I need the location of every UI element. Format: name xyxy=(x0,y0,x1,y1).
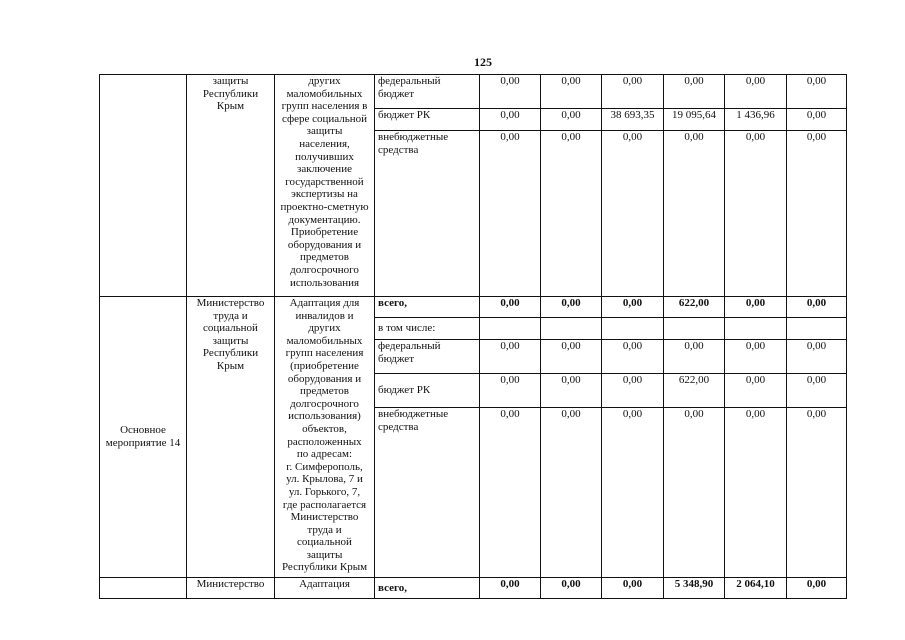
description-cell: других маломобильных групп населения в сфере социальной защиты населения, получивших заключение государственной экспертизы на проектно-сметную документацию. Приобретение оборудования и предметов долгосрочного использования xyxy=(275,75,375,297)
table-row xyxy=(100,297,847,318)
value-cell: 0,00 xyxy=(787,109,847,131)
value-cell: 0,00 xyxy=(725,340,787,374)
value-cell: 0,00 xyxy=(480,374,541,408)
value-cell: 0,00 xyxy=(725,297,787,318)
value-cell: 0,00 xyxy=(541,131,602,297)
value-cell: 0,00 xyxy=(664,340,725,374)
value-cell: 0,00 xyxy=(787,408,847,578)
value-cell: 0,00 xyxy=(787,340,847,374)
executor-cell: Министерство xyxy=(187,578,275,599)
table-row xyxy=(100,75,847,109)
value-cell: 0,00 xyxy=(725,408,787,578)
value-cell: 0,00 xyxy=(480,340,541,374)
table-row xyxy=(100,578,847,599)
value-cell: 0,00 xyxy=(480,131,541,297)
value-cell xyxy=(541,318,602,340)
value-cell xyxy=(602,318,664,340)
event-cell xyxy=(100,75,187,297)
value-cell: 622,00 xyxy=(664,297,725,318)
value-cell: 0,00 xyxy=(480,297,541,318)
value-cell: 0,00 xyxy=(541,297,602,318)
value-cell: 0,00 xyxy=(480,109,541,131)
funding-source-cell: федеральный бюджет xyxy=(375,340,480,374)
value-cell: 0,00 xyxy=(602,340,664,374)
description-cell: Адаптация для инвалидов и других маломобильных групп населения (приобретение оборудования и предметов долгосрочного использования) объектов, расположенных по адресам: г. Симферополь, ул. Крылова, 7 и ул. Горького, 7, где располагается Министерство труда и социальной защиты Республики Крым xyxy=(275,297,375,578)
value-cell: 0,00 xyxy=(602,131,664,297)
value-cell: 622,00 xyxy=(664,374,725,408)
value-cell: 0,00 xyxy=(787,578,847,599)
value-cell: 5 348,90 xyxy=(664,578,725,599)
budget-table xyxy=(99,74,847,599)
value-cell xyxy=(787,318,847,340)
funding-source-total-cell: всего, xyxy=(375,578,480,599)
value-cell: 0,00 xyxy=(541,578,602,599)
funding-source-cell: бюджет РК xyxy=(375,109,480,131)
value-cell: 0,00 xyxy=(602,297,664,318)
executor-cell: защиты Республики Крым xyxy=(187,75,275,297)
including-label-cell: в том числе: xyxy=(375,318,480,340)
value-cell: 0,00 xyxy=(541,109,602,131)
description-cell: Адаптация xyxy=(275,578,375,599)
value-cell: 0,00 xyxy=(541,374,602,408)
value-cell: 0,00 xyxy=(664,408,725,578)
executor-cell: Министерство труда и социальной защиты Республики Крым xyxy=(187,297,275,578)
value-cell: 0,00 xyxy=(725,75,787,109)
value-cell: 0,00 xyxy=(725,131,787,297)
value-cell: 19 095,64 xyxy=(664,109,725,131)
value-cell: 0,00 xyxy=(787,297,847,318)
funding-source-total-cell: всего, xyxy=(375,297,480,318)
event-cell xyxy=(100,578,187,599)
value-cell: 0,00 xyxy=(480,408,541,578)
value-cell: 0,00 xyxy=(602,408,664,578)
event-cell: Основное мероприятие 14 xyxy=(100,297,187,578)
value-cell: 0,00 xyxy=(541,75,602,109)
value-cell: 0,00 xyxy=(725,374,787,408)
value-cell xyxy=(664,318,725,340)
value-cell: 0,00 xyxy=(602,578,664,599)
page-number: 125 xyxy=(474,55,492,69)
value-cell: 0,00 xyxy=(787,374,847,408)
funding-source-cell: внебюджетные средства xyxy=(375,131,480,297)
value-cell xyxy=(480,318,541,340)
funding-source-cell: федеральный бюджет xyxy=(375,75,480,109)
value-cell: 1 436,96 xyxy=(725,109,787,131)
value-cell: 0,00 xyxy=(480,75,541,109)
value-cell: 0,00 xyxy=(602,75,664,109)
funding-source-cell: внебюджетные средства xyxy=(375,408,480,578)
value-cell: 0,00 xyxy=(541,340,602,374)
value-cell: 0,00 xyxy=(541,408,602,578)
value-cell: 0,00 xyxy=(664,75,725,109)
value-cell: 0,00 xyxy=(602,374,664,408)
value-cell: 38 693,35 xyxy=(602,109,664,131)
value-cell: 0,00 xyxy=(787,131,847,297)
value-cell xyxy=(725,318,787,340)
value-cell: 0,00 xyxy=(787,75,847,109)
value-cell: 0,00 xyxy=(480,578,541,599)
funding-source-cell: бюджет РК xyxy=(375,374,480,408)
value-cell: 0,00 xyxy=(664,131,725,297)
value-cell: 2 064,10 xyxy=(725,578,787,599)
